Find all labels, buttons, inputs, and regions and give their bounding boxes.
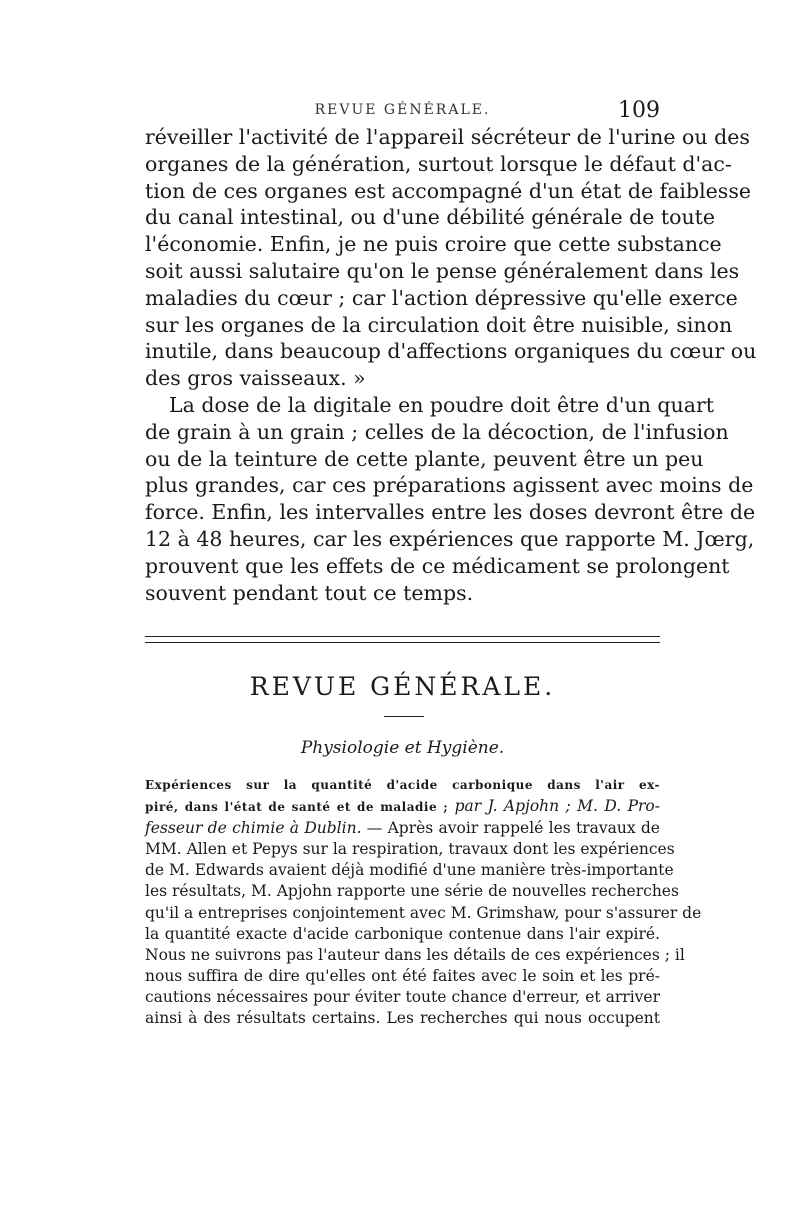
text-line: prouvent que les effets de ce médicament se prolongent	[145, 553, 730, 578]
subsection-title: Physiologie et Hygiène.	[300, 738, 505, 758]
text-line: de M. Edwards avaient déjà modifié d'une manière très-importante	[145, 861, 674, 880]
text-line: inutile, dans beaucoup d'affections organiques du cœur ou	[145, 339, 757, 364]
text-line: sur les organes de la circulation doit être nuisible, sinon	[145, 312, 733, 337]
text-line: La dose de la digitale en poudre doit être d'un quart	[169, 392, 715, 417]
text-line: soit aussi salutaire qu'on le pense généralement dans les	[145, 258, 740, 283]
text-line: force. Enfin, les intervalles entre les doses devront être de	[145, 500, 756, 525]
article-text	[145, 774, 702, 1029]
text-line: qu'il a entreprises conjointement avec M. Grimshaw, pour s'assurer de	[145, 903, 702, 922]
article-author-title: fesseur de chimie à Dublin.	[145, 819, 362, 838]
running-title: REVUE GÉNÉRALE.	[314, 102, 491, 118]
text-line: organes de la génération, surtout lorsque le défaut d'ac-	[145, 151, 732, 176]
article-heading-line	[145, 774, 660, 796]
text-line: maladies du cœur ; car l'action dépressive qu'elle exerce	[145, 285, 738, 310]
text-line: MM. Allen et Pepys sur la respiration, travaux dont les expériences	[145, 840, 675, 859]
article-intro: — Après avoir rappelé les travaux de	[361, 819, 660, 838]
text-line: du canal intestinal, ou d'une débilité générale de toute	[145, 205, 716, 230]
article-heading-line	[145, 796, 660, 818]
text-line: ainsi à des résultats certains. Les recherches qui nous occupent	[145, 1009, 660, 1028]
article-heading-continued: piré, dans l'état de santé et de maladie ;	[145, 800, 449, 815]
text-line: de grain à un grain ; celles de la décoction, de l'infusion	[145, 419, 729, 444]
text-line: Nous ne suivrons pas l'auteur dans les détails de ces expériences ; il	[145, 945, 685, 964]
text-line: tion de ces organes est accompagné d'un état de faiblesse	[145, 178, 751, 203]
text-line: ou de la teinture de cette plante, peuvent être un peu	[145, 446, 704, 471]
text-line: l'économie. Enfin, je ne puis croire que cette substance	[145, 232, 722, 257]
short-rule-divider	[384, 716, 424, 717]
section-title: REVUE GÉNÉRALE.	[249, 672, 556, 701]
text-line: 12 à 48 heures, car les expériences que rapporte M. Jœrg,	[145, 526, 755, 551]
text-line: réveiller l'activité de l'appareil sécréteur de l'urine ou des	[145, 125, 750, 149]
article-heading: Expériences sur la quantité d'acide carbonique dans l'air ex-	[145, 778, 660, 792]
text-line: des gros vaisseaux. »	[145, 366, 366, 391]
page-number: 109	[618, 98, 660, 123]
text-line: les résultats, M. Apjohn rapporte une série de nouvelles recherches	[145, 882, 679, 901]
body-paragraphs	[145, 124, 757, 606]
text-line: souvent pendant tout ce temps.	[145, 580, 474, 605]
text-line: cautions nécessaires pour éviter toute chance d'erreur, et arriver	[145, 987, 660, 1006]
text-line: plus grandes, car ces préparations agissent avec moins de	[145, 473, 754, 498]
text-line: la quantité exacte d'acide carbonique contenue dans l'air expiré.	[145, 924, 660, 943]
article-author: par J. Apjohn ; M. D. Pro-	[448, 797, 660, 816]
article-heading-line	[145, 818, 660, 839]
running-head	[145, 100, 660, 126]
double-rule-divider	[145, 636, 660, 643]
text-line: nous suffira de dire qu'elles ont été faites avec le soin et les pré-	[145, 966, 660, 985]
